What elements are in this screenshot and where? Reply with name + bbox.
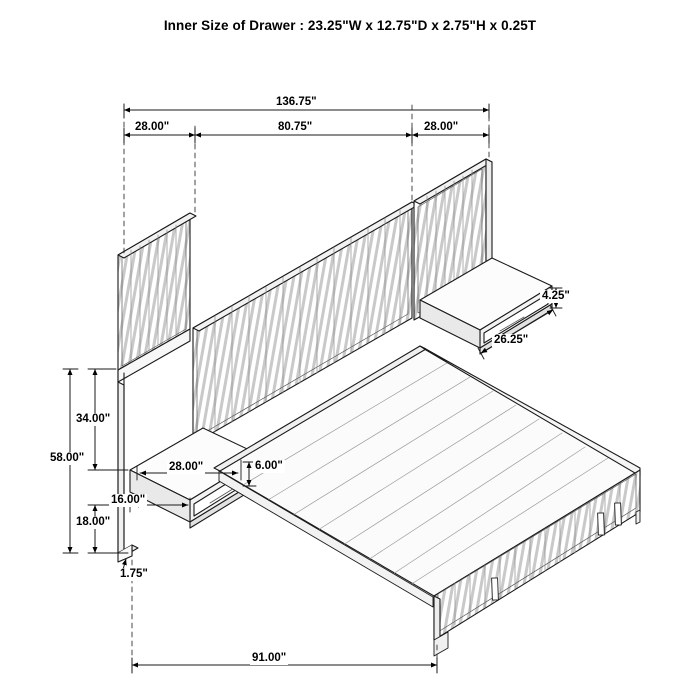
dim-panel-height: 34.00" (76, 413, 111, 425)
dim-base-height: 1.75" (120, 568, 148, 580)
dim-right-section: 28.00" (424, 121, 459, 133)
dim-center-section: 80.75" (278, 121, 313, 133)
page-title: Inner Size of Drawer : 23.25"W x 12.75"D x 2.75"H x 0.25T (163, 18, 537, 33)
dim-total-height: 58.00" (50, 452, 85, 464)
dim-drawer-front-height: 4.25" (542, 290, 570, 302)
dim-side-depth: 16.00" (111, 494, 146, 506)
dim-nightstand-width: 28.00" (169, 461, 204, 473)
dim-drawer-height: 6.00" (255, 460, 283, 472)
dim-nightstand-depth: 26.25" (494, 334, 529, 346)
dim-floor-height: 18.00" (76, 516, 111, 528)
dim-bed-width: 91.00" (252, 652, 287, 664)
dim-overall-width: 136.75" (276, 96, 317, 108)
dim-left-section: 28.00" (135, 121, 170, 133)
